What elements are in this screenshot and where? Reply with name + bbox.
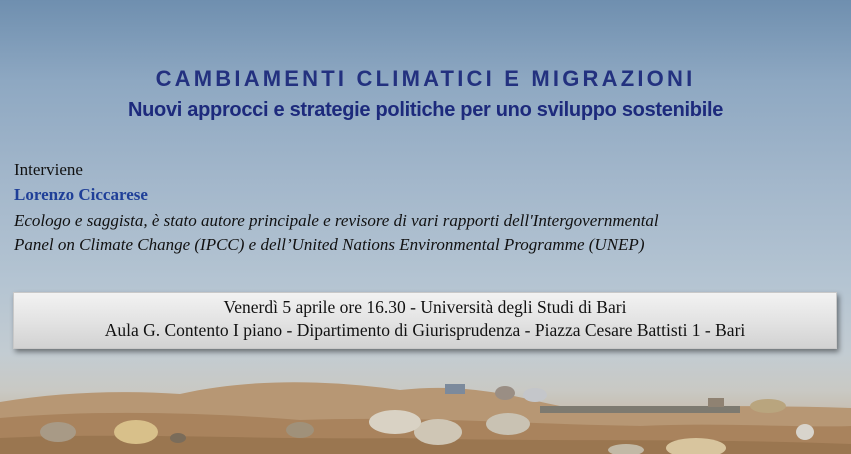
page-subtitle: Nuovi approcci e strategie politiche per uno sviluppo sostenibile <box>127 99 724 121</box>
speaker-bio-line-2: Panel on Climate Change (IPCC) e dell’United Nations Environmental Programme (UNEP) <box>14 235 645 254</box>
event-date-location: Venerdì 5 aprile ore 16.30 - Università degli Studi di Bari <box>223 297 627 317</box>
speaker-intro: Interviene <box>14 160 83 179</box>
event-info-box <box>13 292 837 349</box>
page-title: CAMBIAMENTI CLIMATICI E MIGRAZIONI <box>155 66 696 91</box>
speaker-name: Lorenzo Ciccarese <box>14 185 148 204</box>
refugee-camp-landscape <box>0 360 851 454</box>
speaker-bio <box>14 209 844 257</box>
event-venue-address: Aula G. Contento I piano - Dipartimento di Giurisprudenza - Piazza Cesare Battisti 1 - Bari <box>104 320 746 340</box>
speaker-bio-line-1: Ecologo e saggista, è stato autore principale e revisore di vari rapporti dell'Intergovernmental <box>14 211 659 230</box>
